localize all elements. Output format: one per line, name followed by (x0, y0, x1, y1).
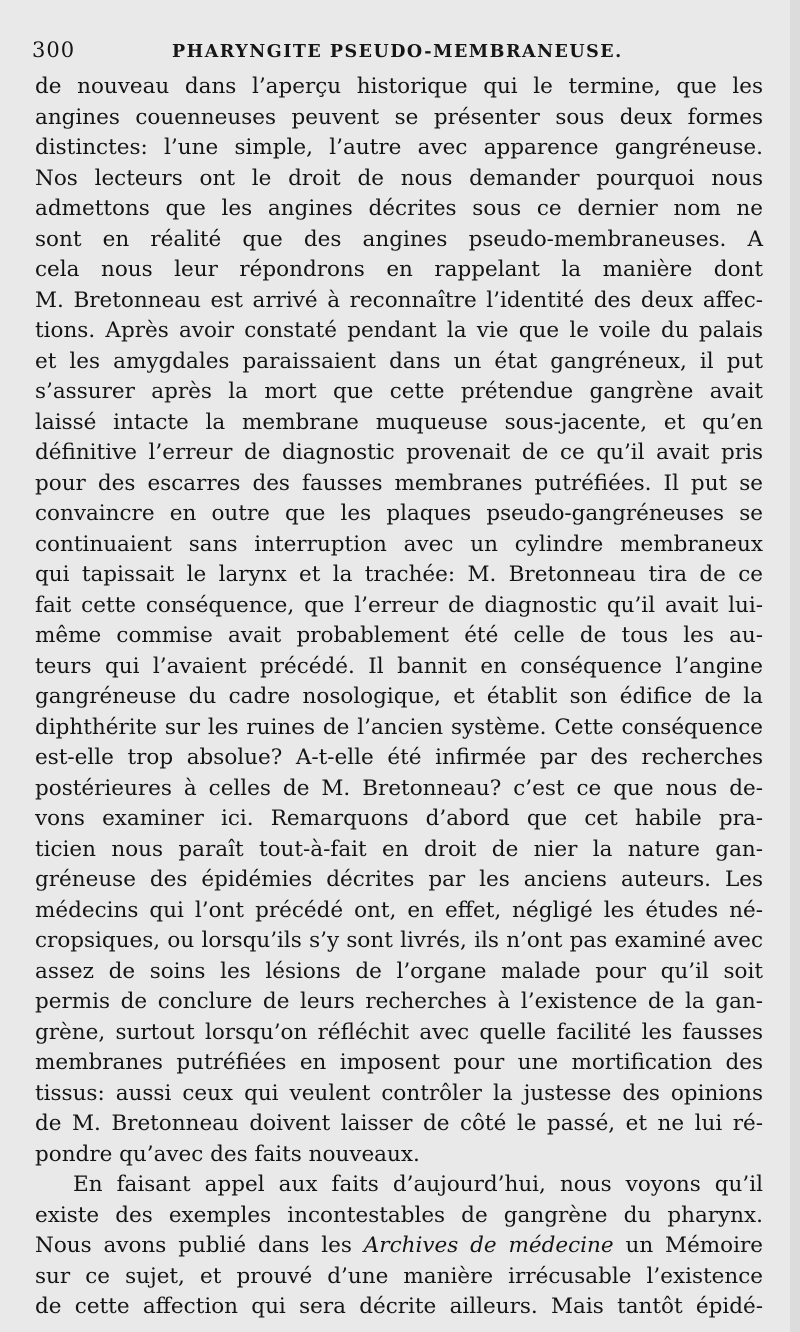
text-line: s’assurer après la mort que cette prétendue gangrène avait (35, 379, 763, 404)
page-header (32, 38, 772, 68)
text-line: pour des escarres des fausses membranes putréfiées. Il put se (35, 470, 763, 496)
text-line: fait cette conséquence, que l’erreur de diagnostic qu’il avait lui- (35, 592, 763, 618)
text-line: distinctes: l’une simple, l’autre avec apparence gangréneuse. (35, 135, 763, 160)
text-line: tions. Après avoir constaté pendant la vie que le voile du palais (35, 318, 763, 343)
page-number: 300 (32, 38, 76, 62)
journal-title-italic: Archives de médecine (363, 1233, 614, 1258)
text-line: de nouveau dans l’aperçu historique qui le termine, que les (35, 74, 763, 99)
text-line: teurs qui l’avaient précédé. Il bannit en conséquence l’angine (35, 653, 763, 679)
body-text (35, 72, 763, 1323)
text-line: Nos lecteurs ont le droit de nous demander pourquoi nous (35, 165, 763, 191)
text-line: continuaient sans interruption avec un cylindre membraneux (35, 531, 763, 557)
running-title: PHARYNGITE PSEUDO-MEMBRANEUSE. (172, 42, 623, 62)
text-line: membranes putréfiées en imposent pour une mortification des (35, 1050, 763, 1075)
text-line: est-elle trop absolue? A-t-elle été infirmée par des recherches (35, 745, 763, 770)
text-line: de M. Bretonneau doivent laisser de côté le passé, et ne lui ré- (35, 1111, 763, 1136)
paragraph (35, 1170, 763, 1323)
text-line: laissé intacte la membrane muqueuse sous-jacente, et qu’en (35, 409, 763, 435)
text-line-paragraph-end: pondre qu’avec des faits nouveaux. (35, 1141, 420, 1167)
text-line: tissus: aussi ceux qui veulent contrôler la justesse des opinions (35, 1080, 763, 1106)
text-line: ticien nous paraît tout-à-fait en droit de nier la nature gan- (35, 836, 763, 862)
text-line: existe des exemples incontestables de gangrène du pharynx. (35, 1202, 763, 1228)
text-line: M. Bretonneau est arrivé à reconnaître l’identité des deux affec- (35, 287, 763, 313)
text-line: sont en réalité que des angines pseudo-membraneuses. A (35, 226, 763, 252)
text-line: postérieures à celles de M. Bretonneau? c’est ce que nous de- (35, 775, 763, 801)
page-edge-shadow (790, 0, 800, 1332)
text-line: cropsiques, ou lorsqu’ils s’y sont livrés, ils n’ont pas examiné avec (35, 928, 763, 953)
text-line: médecins qui l’ont précédé ont, en effet, négligé les études né- (35, 897, 763, 923)
text-line: qui tapissait le larynx et la trachée: M. Bretonneau tira de ce (35, 562, 763, 587)
text-line: diphthérite sur les ruines de l’ancien système. Cette conséquence (35, 714, 763, 740)
text-line: admettons que les angines décrites sous ce dernier nom ne (35, 196, 763, 221)
text-line: assez de soins les lésions de l’organe malade pour qu’il soit (35, 958, 763, 984)
paragraph (35, 72, 763, 1170)
text-line: sur ce sujet, et prouvé d’une manière irrécusable l’existence (35, 1263, 763, 1289)
text-line: grène, surtout lorsqu’on réfléchit avec quelle facilité les fausses (35, 1019, 763, 1045)
text-line: gangréneuse du cadre nosologique, et établit son édifice de la (35, 684, 763, 709)
text-line: même commise avait probablement été celle de tous les au- (35, 623, 763, 648)
text-segment: un Mémoire (613, 1233, 763, 1258)
text-line: convaincre en outre que les plaques pseudo-gangréneuses se (35, 501, 763, 526)
text-line: et les amygdales paraissaient dans un état gangréneux, il put (35, 348, 763, 374)
text-line-with-citation (35, 1231, 763, 1262)
text-line: angines couenneuses peuvent se présenter sous deux formes (35, 104, 763, 130)
text-line: vons examiner ici. Remarquons d’abord que cet habile pra- (35, 806, 763, 831)
text-line: permis de conclure de leurs recherches à l’existence de la gan- (35, 989, 763, 1014)
text-line: définitive l’erreur de diagnostic provenait de ce qu’il avait pris (35, 440, 763, 465)
text-line-indented: En faisant appel aux faits d’aujourd’hui, nous voyons qu’il (73, 1172, 763, 1197)
text-line: cela nous leur répondrons en rappelant la manière dont (35, 257, 763, 282)
text-line: gréneuse des épidémies décrites par les anciens auteurs. Les (35, 867, 763, 892)
text-segment: Nous avons publié dans les (35, 1233, 364, 1258)
text-line: de cette affection qui sera décrite ailleurs. Mais tantôt épidé- (35, 1294, 763, 1319)
